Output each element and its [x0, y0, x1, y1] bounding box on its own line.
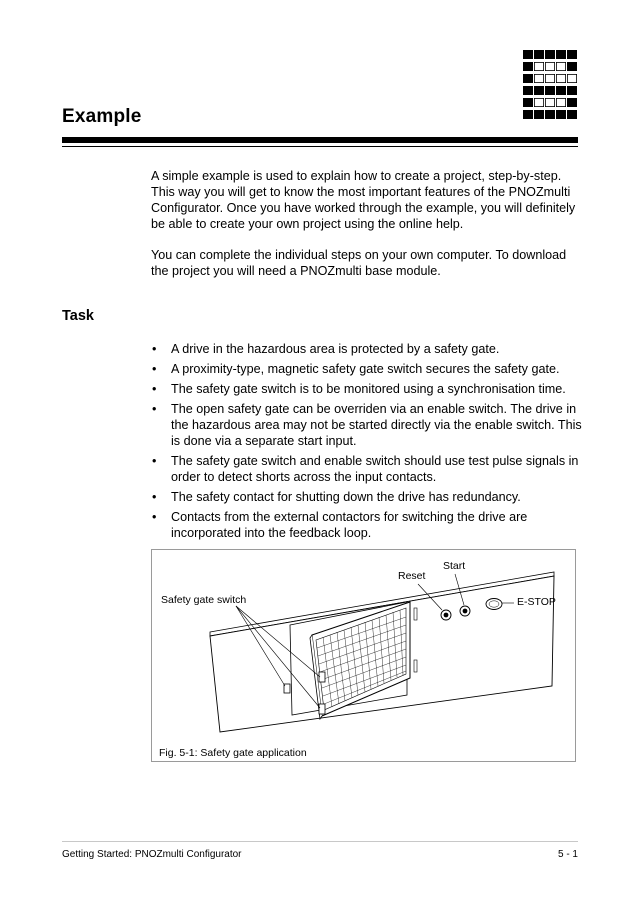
- list-item: • The safety contact for shutting down the drive has redundancy.: [151, 489, 583, 505]
- estop-button-icon: [486, 599, 502, 610]
- safety-gate-illustration: [152, 550, 577, 763]
- list-item: • The safety gate switch is to be monitored using a synchronisation time.: [151, 381, 583, 397]
- estop-label: E-STOP: [517, 596, 556, 608]
- list-item: • The safety gate switch and enable switch should use test pulse signals in order to detect shorts across the input contacts.: [151, 453, 583, 485]
- footer-rule: [62, 841, 578, 842]
- task-list: [151, 341, 583, 545]
- figure-caption: Fig. 5-1: Safety gate application: [159, 747, 307, 759]
- intro-paragraph: You can complete the individual steps on your own computer. To download the project you will need a PNOZmulti base module.: [151, 248, 567, 278]
- task-heading: Task: [62, 308, 94, 324]
- gate-switch-actuator: [319, 704, 325, 714]
- page-number: 5 - 1: [557, 849, 578, 860]
- list-item: • A proximity-type, magnetic safety gate switch secures the safety gate.: [151, 361, 583, 377]
- list-item: • Contacts from the external contactors for switching the drive are incorporated into the feedback loop.: [151, 509, 583, 541]
- list-item: • A drive in the hazardous area is protected by a safety gate.: [151, 341, 583, 357]
- intro-paragraph: A simple example is used to explain how to create a project, step-by-step. This way you will get to know the most important features of the PNOZmulti Configurator. Once you have worked through the example, you will definitely be able to create your own project using the online help.: [151, 169, 576, 231]
- safety-gate-figure: [151, 549, 576, 762]
- reset-label: Reset: [398, 570, 426, 582]
- start-label: Start: [443, 560, 466, 572]
- safety-gate-switch-label: Safety gate switch: [161, 594, 247, 606]
- footer-title: Getting Started: PNOZmulti Configurator: [62, 849, 242, 860]
- pilz-grid-logo-icon: [523, 50, 577, 120]
- list-item: • The open safety gate can be overriden via an enable switch. The drive in the hazardous area may not be started directly via the enable switch. This is done via a separate start input.: [151, 401, 583, 449]
- title-rule-thin: [62, 146, 578, 147]
- title-rule-thick: [62, 137, 578, 143]
- page-title: Example: [62, 106, 142, 127]
